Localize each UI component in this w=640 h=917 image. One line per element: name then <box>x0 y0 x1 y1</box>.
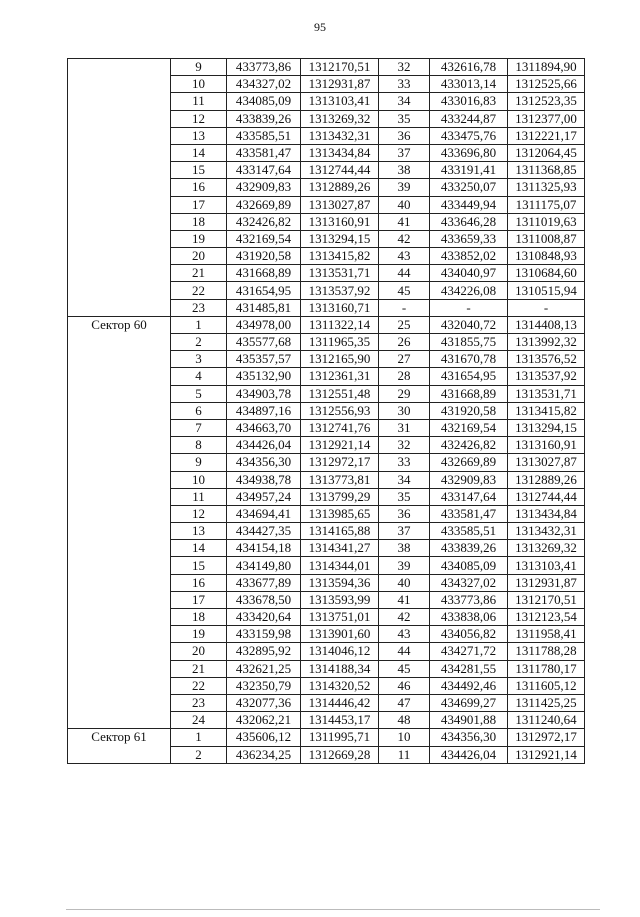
x-coordinate-right: 431654,95 <box>430 368 508 385</box>
point-number-left: 17 <box>171 591 227 608</box>
y-coordinate-right: 1311368,85 <box>508 162 585 179</box>
point-number-right: 47 <box>379 694 430 711</box>
point-number-left: 3 <box>171 351 227 368</box>
point-number-right: 44 <box>379 265 430 282</box>
point-number-right: 40 <box>379 574 430 591</box>
x-coordinate-right: 433585,51 <box>430 523 508 540</box>
point-number-right: 30 <box>379 402 430 419</box>
coordinates-table <box>67 58 585 764</box>
point-number-left: 20 <box>171 248 227 265</box>
x-coordinate-right: 434271,72 <box>430 643 508 660</box>
y-coordinate-left: 1313901,60 <box>301 626 379 643</box>
x-coordinate-left: 433581,47 <box>227 144 301 161</box>
point-number-left: 15 <box>171 162 227 179</box>
y-coordinate-left: 1313593,99 <box>301 591 379 608</box>
point-number-left: 6 <box>171 402 227 419</box>
point-number-right: 29 <box>379 385 430 402</box>
page-number: 95 <box>314 20 326 34</box>
point-number-right: 35 <box>379 110 430 127</box>
x-coordinate-right: 432426,82 <box>430 437 508 454</box>
y-coordinate-right: 1311008,87 <box>508 230 585 247</box>
x-coordinate-right: 433191,41 <box>430 162 508 179</box>
point-number-left: 12 <box>171 505 227 522</box>
point-number-left: 7 <box>171 419 227 436</box>
x-coordinate-right: 433773,86 <box>430 591 508 608</box>
point-number-right: 34 <box>379 93 430 110</box>
x-coordinate-left: 434903,78 <box>227 385 301 402</box>
y-coordinate-left: 1312165,90 <box>301 351 379 368</box>
table-row <box>68 729 585 746</box>
point-number-left: 13 <box>171 127 227 144</box>
x-coordinate-left: 435357,57 <box>227 351 301 368</box>
x-coordinate-left: 432350,79 <box>227 677 301 694</box>
y-coordinate-right: 1313160,91 <box>508 437 585 454</box>
x-coordinate-right: 433475,76 <box>430 127 508 144</box>
y-coordinate-right: 1312525,66 <box>508 76 585 93</box>
x-coordinate-left: 433773,86 <box>227 59 301 76</box>
x-coordinate-left: 434957,24 <box>227 488 301 505</box>
y-coordinate-right: 1312064,45 <box>508 144 585 161</box>
x-coordinate-right: 431668,89 <box>430 385 508 402</box>
y-coordinate-right: 1313269,32 <box>508 540 585 557</box>
y-coordinate-right: 1311958,41 <box>508 626 585 643</box>
x-coordinate-right: 433244,87 <box>430 110 508 127</box>
point-number-right: 43 <box>379 248 430 265</box>
y-coordinate-left: 1313027,87 <box>301 196 379 213</box>
x-coordinate-left: 434327,02 <box>227 76 301 93</box>
x-coordinate-right: 434699,27 <box>430 694 508 711</box>
x-coordinate-left: 431920,58 <box>227 248 301 265</box>
point-number-left: 9 <box>171 454 227 471</box>
point-number-right: 41 <box>379 213 430 230</box>
x-coordinate-left: 431485,81 <box>227 299 301 316</box>
y-coordinate-left: 1312931,87 <box>301 76 379 93</box>
x-coordinate-right: 434226,08 <box>430 282 508 299</box>
y-coordinate-right: - <box>508 299 585 316</box>
x-coordinate-left: 434897,16 <box>227 402 301 419</box>
y-coordinate-right: 1312523,35 <box>508 93 585 110</box>
x-coordinate-left: 432895,92 <box>227 643 301 660</box>
point-number-right: 27 <box>379 351 430 368</box>
x-coordinate-right: 433696,80 <box>430 144 508 161</box>
y-coordinate-right: 1313294,15 <box>508 419 585 436</box>
point-number-left: 1 <box>171 316 227 333</box>
point-number-right: 31 <box>379 419 430 436</box>
point-number-right: 38 <box>379 162 430 179</box>
point-number-left: 24 <box>171 712 227 729</box>
y-coordinate-right: 1312744,44 <box>508 488 585 505</box>
y-coordinate-left: 1314344,01 <box>301 557 379 574</box>
x-coordinate-right: 434281,55 <box>430 660 508 677</box>
x-coordinate-right: 433839,26 <box>430 540 508 557</box>
x-coordinate-right: 433016,83 <box>430 93 508 110</box>
x-coordinate-right: 434040,97 <box>430 265 508 282</box>
point-number-right: 44 <box>379 643 430 660</box>
y-coordinate-left: 1314320,52 <box>301 677 379 694</box>
y-coordinate-left: 1312889,26 <box>301 179 379 196</box>
x-coordinate-left: 432669,89 <box>227 196 301 213</box>
point-number-right: 36 <box>379 505 430 522</box>
x-coordinate-left: 432621,25 <box>227 660 301 677</box>
x-coordinate-right: 431670,78 <box>430 351 508 368</box>
coordinates-table-body <box>68 59 585 764</box>
point-number-left: 11 <box>171 488 227 505</box>
point-number-left: 11 <box>171 93 227 110</box>
y-coordinate-left: 1311965,35 <box>301 334 379 351</box>
x-coordinate-right: 433646,28 <box>430 213 508 230</box>
x-coordinate-left: 436234,25 <box>227 746 301 763</box>
point-number-left: 19 <box>171 230 227 247</box>
x-coordinate-right: 434356,30 <box>430 729 508 746</box>
y-coordinate-right: 1311325,93 <box>508 179 585 196</box>
y-coordinate-left: 1313269,32 <box>301 110 379 127</box>
y-coordinate-left: 1313773,81 <box>301 471 379 488</box>
y-coordinate-right: 1311788,28 <box>508 643 585 660</box>
y-coordinate-left: 1312741,76 <box>301 419 379 436</box>
x-coordinate-left: 434154,18 <box>227 540 301 557</box>
y-coordinate-left: 1313160,91 <box>301 213 379 230</box>
x-coordinate-right: 432616,78 <box>430 59 508 76</box>
y-coordinate-left: 1313594,36 <box>301 574 379 591</box>
x-coordinate-left: 433147,64 <box>227 162 301 179</box>
point-number-left: 5 <box>171 385 227 402</box>
x-coordinate-left: 432169,54 <box>227 230 301 247</box>
point-number-right: 32 <box>379 437 430 454</box>
y-coordinate-left: 1314165,88 <box>301 523 379 540</box>
x-coordinate-left: 435132,90 <box>227 368 301 385</box>
x-coordinate-right: 433852,02 <box>430 248 508 265</box>
point-number-right: 32 <box>379 59 430 76</box>
y-coordinate-right: 1313537,92 <box>508 368 585 385</box>
y-coordinate-right: 1312170,51 <box>508 591 585 608</box>
y-coordinate-left: 1313432,31 <box>301 127 379 144</box>
y-coordinate-right: 1311780,17 <box>508 660 585 677</box>
page-bottom-edge <box>66 909 600 910</box>
x-coordinate-left: 434938,78 <box>227 471 301 488</box>
y-coordinate-left: 1312744,44 <box>301 162 379 179</box>
point-number-right: 37 <box>379 523 430 540</box>
point-number-right: 41 <box>379 591 430 608</box>
point-number-right: 39 <box>379 557 430 574</box>
x-coordinate-left: 432077,36 <box>227 694 301 711</box>
y-coordinate-right: 1311425,25 <box>508 694 585 711</box>
x-coordinate-left: 434356,30 <box>227 454 301 471</box>
x-coordinate-right: 431855,75 <box>430 334 508 351</box>
y-coordinate-left: 1313103,41 <box>301 93 379 110</box>
y-coordinate-right: 1311605,12 <box>508 677 585 694</box>
y-coordinate-left: 1313294,15 <box>301 230 379 247</box>
point-number-right: 11 <box>379 746 430 763</box>
y-coordinate-left: 1314453,17 <box>301 712 379 729</box>
point-number-right: 42 <box>379 230 430 247</box>
point-number-left: 1 <box>171 729 227 746</box>
x-coordinate-right: 432169,54 <box>430 419 508 436</box>
x-coordinate-right: 431920,58 <box>430 402 508 419</box>
point-number-left: 19 <box>171 626 227 643</box>
y-coordinate-left: 1314046,12 <box>301 643 379 660</box>
table-row <box>68 316 585 333</box>
x-coordinate-right: 432909,83 <box>430 471 508 488</box>
point-number-left: 4 <box>171 368 227 385</box>
x-coordinate-right: 433659,33 <box>430 230 508 247</box>
x-coordinate-left: 431654,95 <box>227 282 301 299</box>
x-coordinate-left: 433678,50 <box>227 591 301 608</box>
y-coordinate-left: 1313799,29 <box>301 488 379 505</box>
point-number-left: 20 <box>171 643 227 660</box>
point-number-right: 48 <box>379 712 430 729</box>
x-coordinate-left: 435606,12 <box>227 729 301 746</box>
y-coordinate-left: 1311995,71 <box>301 729 379 746</box>
sector-name-cell: Сектор 61 <box>68 729 171 763</box>
y-coordinate-right: 1313432,31 <box>508 523 585 540</box>
point-number-left: 16 <box>171 574 227 591</box>
point-number-left: 17 <box>171 196 227 213</box>
x-coordinate-right: 433250,07 <box>430 179 508 196</box>
point-number-left: 2 <box>171 334 227 351</box>
x-coordinate-left: 434978,00 <box>227 316 301 333</box>
point-number-right: 25 <box>379 316 430 333</box>
x-coordinate-right: 433838,06 <box>430 609 508 626</box>
point-number-right: 36 <box>379 127 430 144</box>
point-number-left: 10 <box>171 471 227 488</box>
point-number-left: 14 <box>171 540 227 557</box>
point-number-right: 10 <box>379 729 430 746</box>
point-number-right: - <box>379 299 430 316</box>
point-number-right: 40 <box>379 196 430 213</box>
x-coordinate-right: 434901,88 <box>430 712 508 729</box>
x-coordinate-left: 433159,98 <box>227 626 301 643</box>
y-coordinate-left: 1312556,93 <box>301 402 379 419</box>
point-number-left: 15 <box>171 557 227 574</box>
x-coordinate-left: 434426,04 <box>227 437 301 454</box>
point-number-left: 13 <box>171 523 227 540</box>
y-coordinate-right: 1313103,41 <box>508 557 585 574</box>
y-coordinate-right: 1313531,71 <box>508 385 585 402</box>
y-coordinate-left: 1313415,82 <box>301 248 379 265</box>
sector-name-cell: Сектор 60 <box>68 316 171 729</box>
x-coordinate-right: 434327,02 <box>430 574 508 591</box>
y-coordinate-right: 1310515,94 <box>508 282 585 299</box>
y-coordinate-left: 1312551,48 <box>301 385 379 402</box>
x-coordinate-right: 433147,64 <box>430 488 508 505</box>
y-coordinate-left: 1311322,14 <box>301 316 379 333</box>
point-number-left: 21 <box>171 265 227 282</box>
y-coordinate-right: 1312221,17 <box>508 127 585 144</box>
x-coordinate-left: 434694,41 <box>227 505 301 522</box>
y-coordinate-left: 1313537,92 <box>301 282 379 299</box>
y-coordinate-left: 1314188,34 <box>301 660 379 677</box>
x-coordinate-left: 435577,68 <box>227 334 301 351</box>
x-coordinate-left: 434085,09 <box>227 93 301 110</box>
y-coordinate-right: 1313576,52 <box>508 351 585 368</box>
y-coordinate-left: 1312972,17 <box>301 454 379 471</box>
x-coordinate-right: 432040,72 <box>430 316 508 333</box>
y-coordinate-right: 1314408,13 <box>508 316 585 333</box>
point-number-left: 16 <box>171 179 227 196</box>
y-coordinate-right: 1311019,63 <box>508 213 585 230</box>
x-coordinate-left: 431668,89 <box>227 265 301 282</box>
y-coordinate-right: 1311240,64 <box>508 712 585 729</box>
table-row <box>68 59 585 76</box>
point-number-right: 33 <box>379 76 430 93</box>
x-coordinate-left: 433677,89 <box>227 574 301 591</box>
point-number-right: 37 <box>379 144 430 161</box>
x-coordinate-right: 433581,47 <box>430 505 508 522</box>
point-number-left: 22 <box>171 677 227 694</box>
x-coordinate-right: - <box>430 299 508 316</box>
point-number-right: 28 <box>379 368 430 385</box>
point-number-left: 9 <box>171 59 227 76</box>
x-coordinate-right: 434426,04 <box>430 746 508 763</box>
point-number-right: 39 <box>379 179 430 196</box>
point-number-left: 12 <box>171 110 227 127</box>
point-number-left: 2 <box>171 746 227 763</box>
x-coordinate-right: 434492,46 <box>430 677 508 694</box>
y-coordinate-left: 1312921,14 <box>301 437 379 454</box>
y-coordinate-right: 1313434,84 <box>508 505 585 522</box>
point-number-right: 43 <box>379 626 430 643</box>
sector-name-cell <box>68 59 171 317</box>
y-coordinate-right: 1311894,90 <box>508 59 585 76</box>
point-number-right: 34 <box>379 471 430 488</box>
y-coordinate-right: 1312921,14 <box>508 746 585 763</box>
y-coordinate-left: 1313751,01 <box>301 609 379 626</box>
y-coordinate-left: 1312170,51 <box>301 59 379 76</box>
point-number-left: 23 <box>171 299 227 316</box>
x-coordinate-left: 432909,83 <box>227 179 301 196</box>
point-number-left: 22 <box>171 282 227 299</box>
y-coordinate-right: 1310848,93 <box>508 248 585 265</box>
y-coordinate-right: 1312972,17 <box>508 729 585 746</box>
y-coordinate-right: 1312377,00 <box>508 110 585 127</box>
y-coordinate-left: 1313434,84 <box>301 144 379 161</box>
point-number-right: 35 <box>379 488 430 505</box>
point-number-right: 42 <box>379 609 430 626</box>
y-coordinate-left: 1313531,71 <box>301 265 379 282</box>
x-coordinate-left: 434149,80 <box>227 557 301 574</box>
y-coordinate-right: 1312931,87 <box>508 574 585 591</box>
point-number-left: 10 <box>171 76 227 93</box>
x-coordinate-left: 434427,35 <box>227 523 301 540</box>
y-coordinate-left: 1314446,42 <box>301 694 379 711</box>
y-coordinate-left: 1313985,65 <box>301 505 379 522</box>
y-coordinate-left: 1312669,28 <box>301 746 379 763</box>
y-coordinate-right: 1313415,82 <box>508 402 585 419</box>
x-coordinate-left: 433839,26 <box>227 110 301 127</box>
y-coordinate-left: 1314341,27 <box>301 540 379 557</box>
x-coordinate-right: 432669,89 <box>430 454 508 471</box>
point-number-right: 26 <box>379 334 430 351</box>
point-number-right: 45 <box>379 282 430 299</box>
x-coordinate-left: 433420,64 <box>227 609 301 626</box>
point-number-left: 14 <box>171 144 227 161</box>
x-coordinate-left: 432062,21 <box>227 712 301 729</box>
x-coordinate-left: 434663,70 <box>227 419 301 436</box>
point-number-left: 8 <box>171 437 227 454</box>
y-coordinate-right: 1312123,54 <box>508 609 585 626</box>
x-coordinate-right: 434085,09 <box>430 557 508 574</box>
y-coordinate-right: 1311175,07 <box>508 196 585 213</box>
y-coordinate-right: 1313027,87 <box>508 454 585 471</box>
point-number-left: 23 <box>171 694 227 711</box>
y-coordinate-right: 1310684,60 <box>508 265 585 282</box>
y-coordinate-right: 1313992,32 <box>508 334 585 351</box>
point-number-right: 46 <box>379 677 430 694</box>
y-coordinate-left: 1313160,71 <box>301 299 379 316</box>
point-number-left: 18 <box>171 213 227 230</box>
point-number-left: 18 <box>171 609 227 626</box>
x-coordinate-right: 433449,94 <box>430 196 508 213</box>
point-number-left: 21 <box>171 660 227 677</box>
point-number-right: 38 <box>379 540 430 557</box>
y-coordinate-left: 1312361,31 <box>301 368 379 385</box>
x-coordinate-right: 433013,14 <box>430 76 508 93</box>
y-coordinate-right: 1312889,26 <box>508 471 585 488</box>
point-number-right: 45 <box>379 660 430 677</box>
point-number-right: 33 <box>379 454 430 471</box>
x-coordinate-right: 434056,82 <box>430 626 508 643</box>
x-coordinate-left: 433585,51 <box>227 127 301 144</box>
x-coordinate-left: 432426,82 <box>227 213 301 230</box>
